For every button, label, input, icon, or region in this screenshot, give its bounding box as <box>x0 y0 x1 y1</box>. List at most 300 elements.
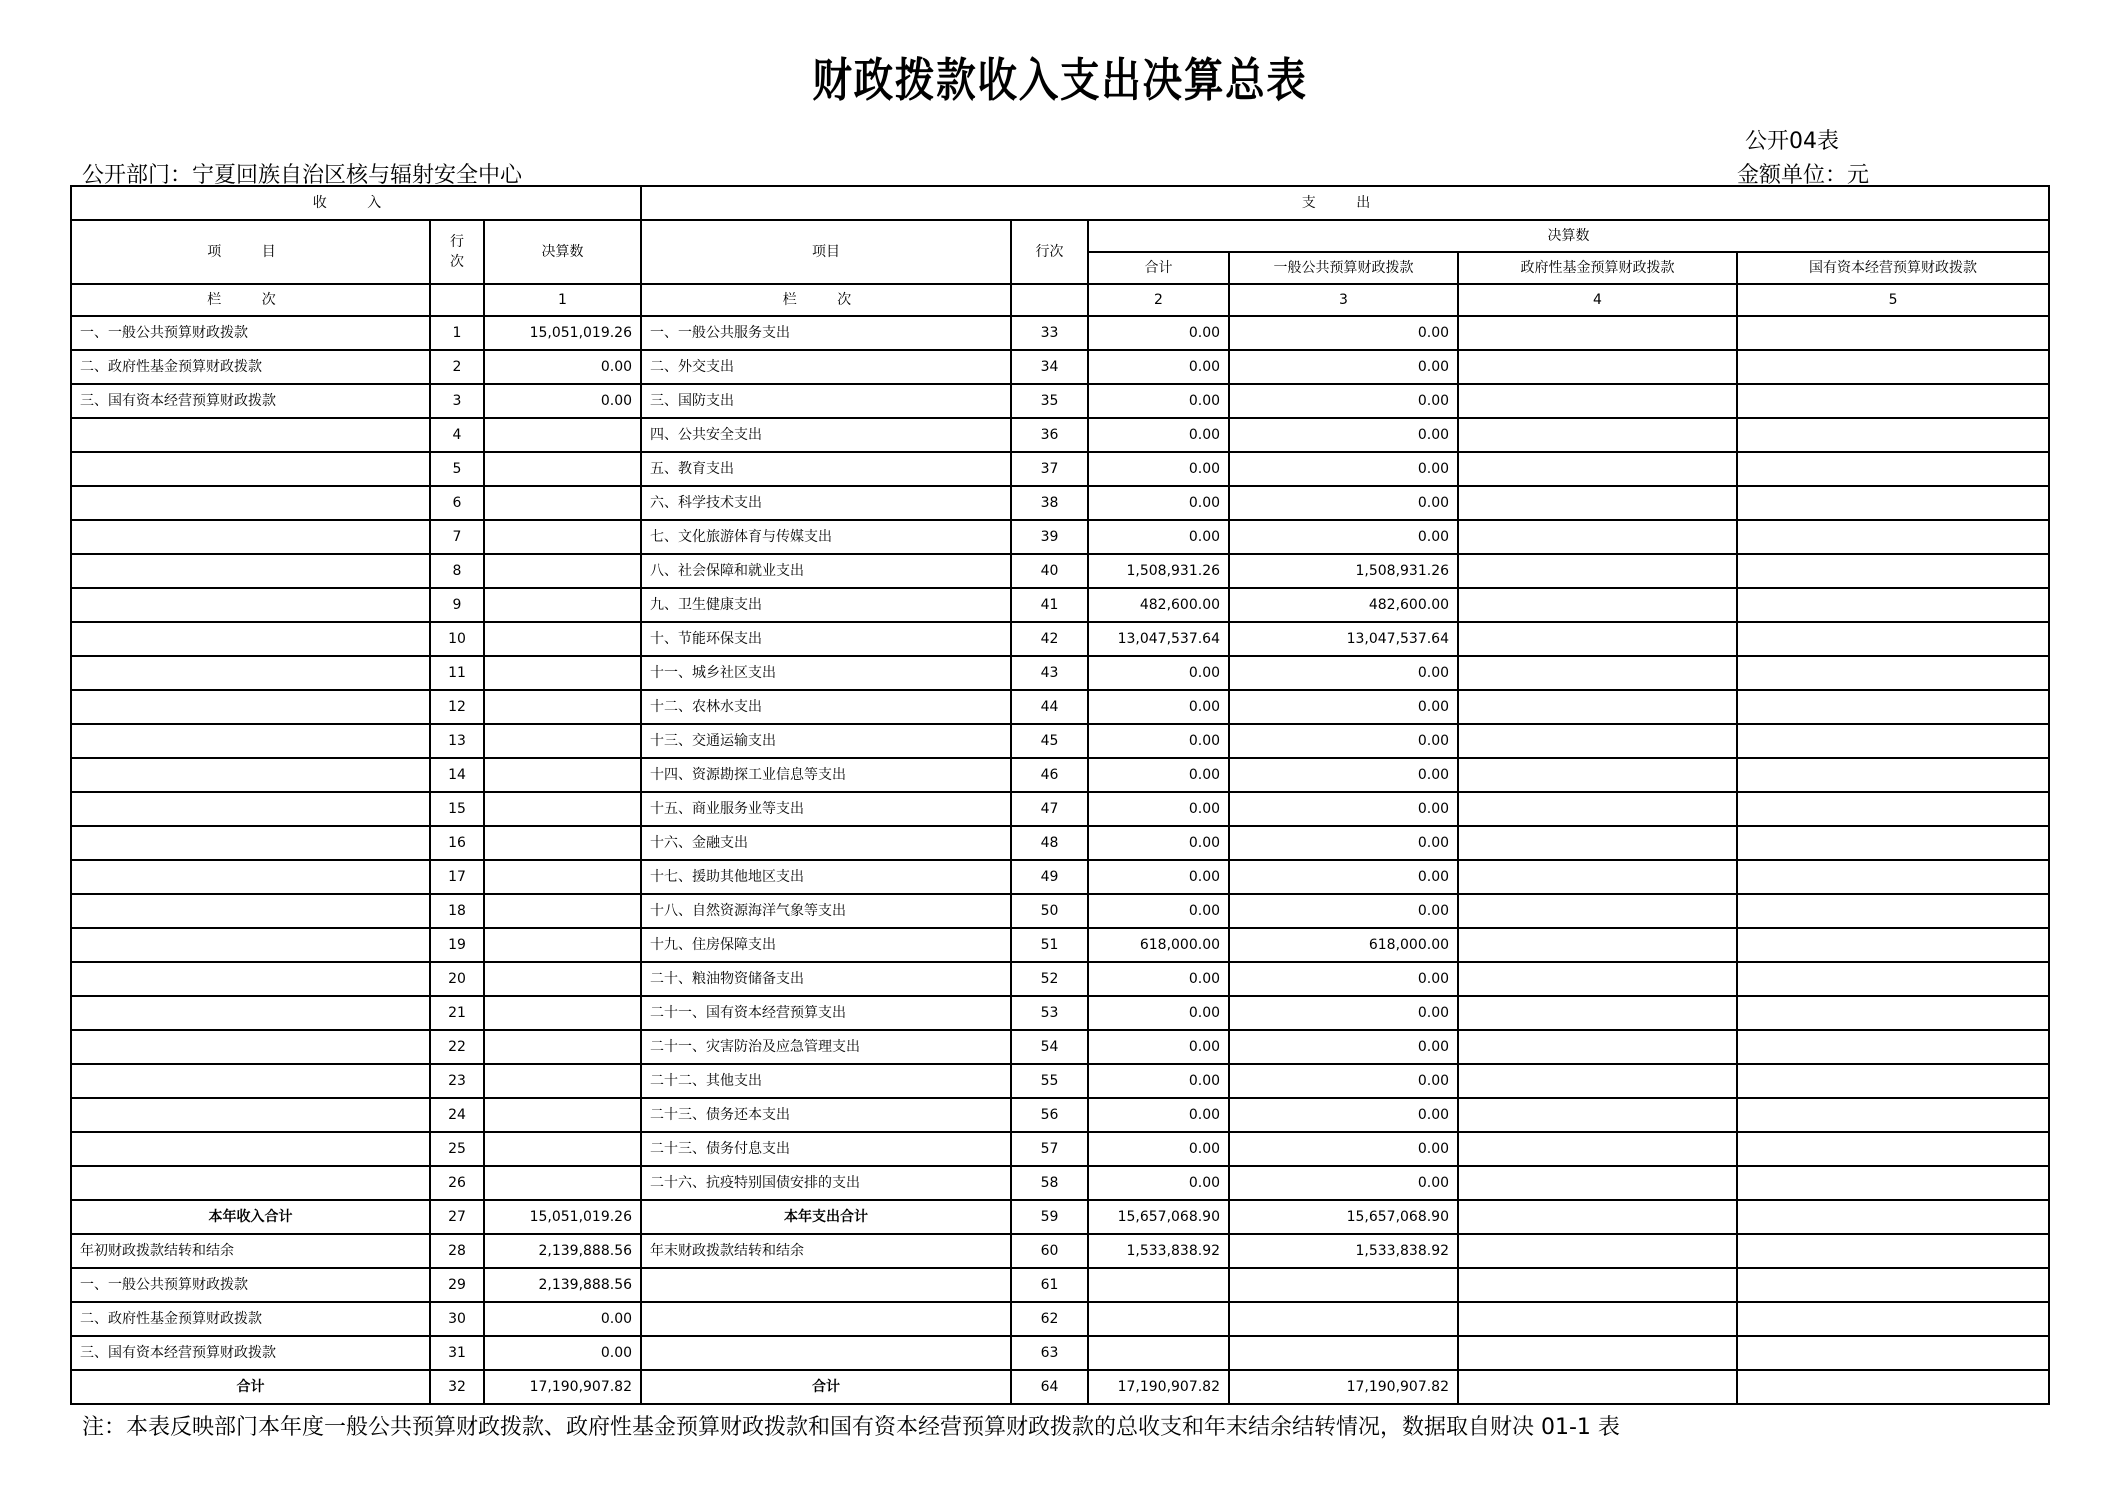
expense-total-cell: 0.00 <box>1088 418 1229 452</box>
table-row <box>71 1098 2049 1132</box>
table-row <box>71 1132 2049 1166</box>
expense-gov-fund-cell <box>1458 1302 1737 1336</box>
table-row <box>71 350 2049 384</box>
income-item-cell <box>71 656 430 690</box>
expense-gov-fund-cell <box>1458 622 1737 656</box>
income-line-cell: 27 <box>430 1200 484 1234</box>
expense-line-cell: 51 <box>1011 928 1088 962</box>
expense-total-cell: 0.00 <box>1088 894 1229 928</box>
expense-general-cell: 0.00 <box>1229 1098 1458 1132</box>
income-amount-cell <box>484 1132 641 1166</box>
expense-item-cell <box>641 1268 1011 1302</box>
expense-gov-fund-cell <box>1458 724 1737 758</box>
expense-total-cell: 0.00 <box>1088 1098 1229 1132</box>
expense-state-capital-cell <box>1737 520 2049 554</box>
expense-line-header: 行次 <box>1011 220 1088 284</box>
expense-gov-fund-cell <box>1458 520 1737 554</box>
table-row <box>71 758 2049 792</box>
expense-state-capital-cell <box>1737 690 2049 724</box>
income-amount-cell: 15,051,019.26 <box>484 1200 641 1234</box>
expense-state-capital-cell <box>1737 554 2049 588</box>
income-amount-cell <box>484 418 641 452</box>
expense-line-cell: 58 <box>1011 1166 1088 1200</box>
income-item-cell <box>71 1166 430 1200</box>
income-line-cell: 3 <box>430 384 484 418</box>
expense-item-cell: 四、公共安全支出 <box>641 418 1011 452</box>
expense-line-cell: 39 <box>1011 520 1088 554</box>
income-line-cell: 14 <box>430 758 484 792</box>
expense-line-cell: 46 <box>1011 758 1088 792</box>
table-row <box>71 928 2049 962</box>
expense-general-cell: 618,000.00 <box>1229 928 1458 962</box>
expense-general-cell: 0.00 <box>1229 962 1458 996</box>
expense-item-cell: 二十三、债务还本支出 <box>641 1098 1011 1132</box>
expense-line-cell: 45 <box>1011 724 1088 758</box>
expense-state-capital-cell <box>1737 928 2049 962</box>
expense-total-cell: 0.00 <box>1088 520 1229 554</box>
income-line-cell: 24 <box>430 1098 484 1132</box>
income-line-cell: 2 <box>430 350 484 384</box>
expense-gov-fund-cell <box>1458 826 1737 860</box>
expense-line-cell: 60 <box>1011 1234 1088 1268</box>
table-row <box>71 520 2049 554</box>
expense-item-cell: 本年支出合计 <box>641 1200 1011 1234</box>
expense-item-cell: 十四、资源勘探工业信息等支出 <box>641 758 1011 792</box>
expense-line-cell: 55 <box>1011 1064 1088 1098</box>
expense-total-cell: 15,657,068.90 <box>1088 1200 1229 1234</box>
income-item-cell: 本年收入合计 <box>71 1200 430 1234</box>
expense-line-cell: 63 <box>1011 1336 1088 1370</box>
expense-line-cell: 50 <box>1011 894 1088 928</box>
income-line-cell: 28 <box>430 1234 484 1268</box>
expense-gov-fund-cell <box>1458 418 1737 452</box>
income-item-cell <box>71 724 430 758</box>
expense-total-cell: 13,047,537.64 <box>1088 622 1229 656</box>
expense-line-cell: 34 <box>1011 350 1088 384</box>
expense-item-cell: 二十、粮油物资储备支出 <box>641 962 1011 996</box>
table-row <box>71 418 2049 452</box>
table-row <box>71 1166 2049 1200</box>
expense-total-cell: 0.00 <box>1088 350 1229 384</box>
income-line-cell: 18 <box>430 894 484 928</box>
income-line-cell: 13 <box>430 724 484 758</box>
income-amount-cell <box>484 826 641 860</box>
income-item-cell <box>71 792 430 826</box>
expense-gov-fund-cell <box>1458 962 1737 996</box>
income-amount-cell <box>484 520 641 554</box>
table-row <box>71 1234 2049 1268</box>
income-column-index-label: 栏 次 <box>71 284 430 316</box>
expense-line-cell: 42 <box>1011 622 1088 656</box>
income-item-cell: 年初财政拨款结转和结余 <box>71 1234 430 1268</box>
expense-state-capital-cell <box>1737 418 2049 452</box>
expense-total-cell: 0.00 <box>1088 690 1229 724</box>
income-amount-cell: 2,139,888.56 <box>484 1234 641 1268</box>
expense-general-cell: 0.00 <box>1229 792 1458 826</box>
expense-gov-fund-cell <box>1458 1336 1737 1370</box>
table-row <box>71 996 2049 1030</box>
expense-general-cell: 0.00 <box>1229 894 1458 928</box>
expense-total-cell: 0.00 <box>1088 486 1229 520</box>
income-item-cell <box>71 452 430 486</box>
expense-line-cell: 48 <box>1011 826 1088 860</box>
expense-state-capital-cell <box>1737 452 2049 486</box>
expense-gov-fund-cell <box>1458 1132 1737 1166</box>
expense-total-cell: 17,190,907.82 <box>1088 1370 1229 1404</box>
income-amount-cell <box>484 996 641 1030</box>
expense-general-cell: 17,190,907.82 <box>1229 1370 1458 1404</box>
expense-state-capital-cell <box>1737 656 2049 690</box>
income-amount-cell <box>484 1166 641 1200</box>
expense-line-cell: 52 <box>1011 962 1088 996</box>
income-amount-cell: 0.00 <box>484 1336 641 1370</box>
expense-total-cell: 0.00 <box>1088 962 1229 996</box>
expense-total-cell: 0.00 <box>1088 452 1229 486</box>
income-amount-cell <box>484 656 641 690</box>
income-line-cell: 31 <box>430 1336 484 1370</box>
income-amount-cell <box>484 758 641 792</box>
expense-general-cell: 1,508,931.26 <box>1229 554 1458 588</box>
income-amount-cell <box>484 894 641 928</box>
expense-state-capital-cell <box>1737 384 2049 418</box>
expense-line-cell: 57 <box>1011 1132 1088 1166</box>
expense-gov-fund-cell <box>1458 928 1737 962</box>
table-row <box>71 622 2049 656</box>
expense-state-capital-cell <box>1737 996 2049 1030</box>
expense-total-cell: 0.00 <box>1088 724 1229 758</box>
income-item-cell <box>71 894 430 928</box>
expense-state-capital-cell <box>1737 860 2049 894</box>
expense-item-cell: 十九、住房保障支出 <box>641 928 1011 962</box>
expense-item-cell: 十一、城乡社区支出 <box>641 656 1011 690</box>
expense-line-cell: 54 <box>1011 1030 1088 1064</box>
col-index-2: 2 <box>1088 284 1229 316</box>
income-item-header: 项 目 <box>71 220 430 284</box>
expense-state-capital-cell <box>1737 1268 2049 1302</box>
expense-general-cell: 0.00 <box>1229 520 1458 554</box>
expense-gov-fund-cell <box>1458 1200 1737 1234</box>
expense-general-cell: 13,047,537.64 <box>1229 622 1458 656</box>
income-item-cell <box>71 1098 430 1132</box>
expense-state-capital-cell <box>1737 1132 2049 1166</box>
income-amount-cell <box>484 860 641 894</box>
expense-state-capital-cell <box>1737 1234 2049 1268</box>
expense-state-capital-cell <box>1737 588 2049 622</box>
expense-item-cell: 十二、农林水支出 <box>641 690 1011 724</box>
expense-line-cell: 47 <box>1011 792 1088 826</box>
expense-general-cell: 0.00 <box>1229 724 1458 758</box>
expense-state-capital-cell <box>1737 1098 2049 1132</box>
income-line-cell: 5 <box>430 452 484 486</box>
table-row <box>71 1200 2049 1234</box>
income-item-cell <box>71 1132 430 1166</box>
income-amount-cell: 0.00 <box>484 350 641 384</box>
income-line-cell: 29 <box>430 1268 484 1302</box>
expense-line-cell: 56 <box>1011 1098 1088 1132</box>
income-line-cell: 8 <box>430 554 484 588</box>
income-line-cell: 23 <box>430 1064 484 1098</box>
expense-gov-fund-cell <box>1458 894 1737 928</box>
income-amount-cell: 15,051,019.26 <box>484 316 641 350</box>
form-number: 公开04表 <box>1745 129 1839 154</box>
income-amount-cell <box>484 486 641 520</box>
fiscal-summary-table <box>70 185 2050 1405</box>
expense-item-cell: 十五、商业服务业等支出 <box>641 792 1011 826</box>
income-item-cell: 二、政府性基金预算财政拨款 <box>71 1302 430 1336</box>
income-item-cell <box>71 996 430 1030</box>
income-line-cell: 4 <box>430 418 484 452</box>
income-amount-cell <box>484 588 641 622</box>
income-item-cell <box>71 554 430 588</box>
expense-state-capital-cell <box>1737 826 2049 860</box>
expense-general-cell <box>1229 1268 1458 1302</box>
income-line-cell: 6 <box>430 486 484 520</box>
income-amount-cell <box>484 554 641 588</box>
income-item-cell <box>71 418 430 452</box>
expense-gov-fund-cell <box>1458 792 1737 826</box>
table-row <box>71 1302 2049 1336</box>
income-amount-cell: 0.00 <box>484 384 641 418</box>
expense-item-cell: 十、节能环保支出 <box>641 622 1011 656</box>
expense-total-cell: 0.00 <box>1088 860 1229 894</box>
expense-item-cell: 合计 <box>641 1370 1011 1404</box>
expense-line-cell: 53 <box>1011 996 1088 1030</box>
income-amount-cell: 0.00 <box>484 1302 641 1336</box>
expense-item-cell: 一、一般公共服务支出 <box>641 316 1011 350</box>
income-item-cell: 合计 <box>71 1370 430 1404</box>
income-line-cell: 30 <box>430 1302 484 1336</box>
expense-state-capital-cell <box>1737 1336 2049 1370</box>
income-item-cell: 一、一般公共预算财政拨款 <box>71 1268 430 1302</box>
expense-state-capital-cell <box>1737 894 2049 928</box>
expense-total-cell: 0.00 <box>1088 826 1229 860</box>
expense-total-cell: 1,533,838.92 <box>1088 1234 1229 1268</box>
expense-general-cell: 482,600.00 <box>1229 588 1458 622</box>
expense-state-capital-cell <box>1737 962 2049 996</box>
expense-state-capital-cell <box>1737 758 2049 792</box>
expense-total-cell: 618,000.00 <box>1088 928 1229 962</box>
expense-item-cell: 九、卫生健康支出 <box>641 588 1011 622</box>
income-line-index <box>430 284 484 316</box>
expense-total-cell: 0.00 <box>1088 1030 1229 1064</box>
col-index-3: 3 <box>1229 284 1458 316</box>
income-item-cell <box>71 486 430 520</box>
expense-total-cell: 0.00 <box>1088 316 1229 350</box>
expense-general-cell: 0.00 <box>1229 316 1458 350</box>
income-line-cell: 26 <box>430 1166 484 1200</box>
table-row <box>71 384 2049 418</box>
income-item-cell: 二、政府性基金预算财政拨款 <box>71 350 430 384</box>
income-item-cell <box>71 690 430 724</box>
table-row <box>71 792 2049 826</box>
expense-item-cell: 三、国防支出 <box>641 384 1011 418</box>
expense-total-cell: 0.00 <box>1088 384 1229 418</box>
income-amount-cell <box>484 928 641 962</box>
expense-item-cell: 十七、援助其他地区支出 <box>641 860 1011 894</box>
expense-item-cell: 十六、金融支出 <box>641 826 1011 860</box>
expense-line-cell: 43 <box>1011 656 1088 690</box>
col-index-5: 5 <box>1737 284 2049 316</box>
expense-total-cell: 0.00 <box>1088 1166 1229 1200</box>
expense-item-cell: 二十六、抗疫特别国债安排的支出 <box>641 1166 1011 1200</box>
table-row <box>71 894 2049 928</box>
page-title: 财政拨款收入支出决算总表 <box>812 53 1308 107</box>
income-amount-cell <box>484 792 641 826</box>
col-index-4: 4 <box>1458 284 1737 316</box>
income-item-cell: 三、国有资本经营预算财政拨款 <box>71 1336 430 1370</box>
expense-state-capital-cell <box>1737 1030 2049 1064</box>
expense-gov-fund-cell <box>1458 316 1737 350</box>
expense-gov-fund-cell <box>1458 758 1737 792</box>
expense-general-cell: 0.00 <box>1229 418 1458 452</box>
expense-line-cell: 49 <box>1011 860 1088 894</box>
table-row <box>71 452 2049 486</box>
expense-gov-fund-cell <box>1458 1064 1737 1098</box>
footnote: 注：本表反映部门本年度一般公共预算财政拨款、政府性基金预算财政拨款和国有资本经营预算财政拨款的总收支和年末结余结转情况，数据取自财决 01-1 表 <box>82 1415 1620 1440</box>
income-item-cell <box>71 758 430 792</box>
expense-line-cell: 40 <box>1011 554 1088 588</box>
col-gov-fund-header: 政府性基金预算财政拨款 <box>1458 252 1737 284</box>
expense-state-capital-cell <box>1737 622 2049 656</box>
income-line-cell: 20 <box>430 962 484 996</box>
income-line-header: 行次 <box>430 220 484 284</box>
expense-line-cell: 59 <box>1011 1200 1088 1234</box>
income-amount-cell <box>484 1098 641 1132</box>
expense-general-cell: 0.00 <box>1229 656 1458 690</box>
expense-general-cell: 0.00 <box>1229 384 1458 418</box>
expense-general-cell: 0.00 <box>1229 486 1458 520</box>
income-line-cell: 32 <box>430 1370 484 1404</box>
unit-label: 金额单位：元 <box>1737 163 1870 188</box>
table-row <box>71 724 2049 758</box>
expense-general-cell: 0.00 <box>1229 452 1458 486</box>
expense-general-cell: 0.00 <box>1229 1132 1458 1166</box>
expense-gov-fund-cell <box>1458 860 1737 894</box>
income-amount-cell <box>484 1064 641 1098</box>
expense-gov-fund-cell <box>1458 656 1737 690</box>
expense-state-capital-cell <box>1737 1302 2049 1336</box>
expense-section-header: 支 出 <box>641 186 2049 220</box>
income-section-header: 收 入 <box>71 186 641 220</box>
expense-state-capital-cell <box>1737 792 2049 826</box>
income-amount-cell <box>484 622 641 656</box>
expense-line-cell: 64 <box>1011 1370 1088 1404</box>
expense-gov-fund-cell <box>1458 588 1737 622</box>
expense-gov-fund-cell <box>1458 486 1737 520</box>
expense-line-cell: 37 <box>1011 452 1088 486</box>
expense-total-cell: 482,600.00 <box>1088 588 1229 622</box>
income-amount-header: 决算数 <box>484 220 641 284</box>
expense-gov-fund-cell <box>1458 1030 1737 1064</box>
expense-state-capital-cell <box>1737 1200 2049 1234</box>
expense-total-cell: 0.00 <box>1088 758 1229 792</box>
expense-item-cell: 十八、自然资源海洋气象等支出 <box>641 894 1011 928</box>
expense-state-capital-cell <box>1737 350 2049 384</box>
income-line-cell: 1 <box>430 316 484 350</box>
expense-item-cell: 年末财政拨款结转和结余 <box>641 1234 1011 1268</box>
col-index-1: 1 <box>484 284 641 316</box>
col-total-header: 合计 <box>1088 252 1229 284</box>
income-item-cell <box>71 622 430 656</box>
income-line-cell: 25 <box>430 1132 484 1166</box>
income-item-cell: 三、国有资本经营预算财政拨款 <box>71 384 430 418</box>
income-amount-cell <box>484 1030 641 1064</box>
expense-total-cell: 0.00 <box>1088 1064 1229 1098</box>
expense-total-cell: 1,508,931.26 <box>1088 554 1229 588</box>
table-row <box>71 656 2049 690</box>
expense-line-cell: 62 <box>1011 1302 1088 1336</box>
expense-state-capital-cell <box>1737 486 2049 520</box>
table-row <box>71 554 2049 588</box>
income-item-cell <box>71 860 430 894</box>
income-item-cell <box>71 826 430 860</box>
income-line-cell: 22 <box>430 1030 484 1064</box>
expense-gov-fund-cell <box>1458 1268 1737 1302</box>
expense-general-cell: 0.00 <box>1229 1064 1458 1098</box>
expense-total-cell: 0.00 <box>1088 656 1229 690</box>
income-item-cell: 一、一般公共预算财政拨款 <box>71 316 430 350</box>
expense-general-cell: 15,657,068.90 <box>1229 1200 1458 1234</box>
table-row <box>71 1268 2049 1302</box>
income-line-cell: 12 <box>430 690 484 724</box>
expense-gov-fund-cell <box>1458 1098 1737 1132</box>
income-amount-cell: 2,139,888.56 <box>484 1268 641 1302</box>
expense-general-cell: 0.00 <box>1229 350 1458 384</box>
expense-line-cell: 44 <box>1011 690 1088 724</box>
expense-general-cell: 0.00 <box>1229 826 1458 860</box>
expense-item-cell: 二十二、其他支出 <box>641 1064 1011 1098</box>
income-line-cell: 9 <box>430 588 484 622</box>
income-item-cell <box>71 928 430 962</box>
income-line-cell: 21 <box>430 996 484 1030</box>
table-row <box>71 962 2049 996</box>
expense-general-cell: 0.00 <box>1229 1030 1458 1064</box>
expense-gov-fund-cell <box>1458 1166 1737 1200</box>
expense-general-cell: 1,533,838.92 <box>1229 1234 1458 1268</box>
table-row <box>71 588 2049 622</box>
table-row <box>71 826 2049 860</box>
expense-gov-fund-cell <box>1458 690 1737 724</box>
expense-total-cell: 0.00 <box>1088 996 1229 1030</box>
expense-line-cell: 61 <box>1011 1268 1088 1302</box>
table-row <box>71 1064 2049 1098</box>
expense-gov-fund-cell <box>1458 350 1737 384</box>
expense-line-cell: 41 <box>1011 588 1088 622</box>
expense-item-cell: 二、外交支出 <box>641 350 1011 384</box>
expense-item-cell <box>641 1336 1011 1370</box>
expense-line-cell: 36 <box>1011 418 1088 452</box>
expense-gov-fund-cell <box>1458 1370 1737 1404</box>
table-row <box>71 860 2049 894</box>
expense-item-cell: 五、教育支出 <box>641 452 1011 486</box>
income-item-cell <box>71 1064 430 1098</box>
expense-item-header: 项目 <box>641 220 1011 284</box>
expense-state-capital-cell <box>1737 1370 2049 1404</box>
expense-general-cell <box>1229 1302 1458 1336</box>
income-line-cell: 10 <box>430 622 484 656</box>
income-amount-cell <box>484 452 641 486</box>
expense-gov-fund-cell <box>1458 1234 1737 1268</box>
expense-general-cell: 0.00 <box>1229 860 1458 894</box>
income-amount-cell <box>484 724 641 758</box>
expense-state-capital-cell <box>1737 1064 2049 1098</box>
expense-general-cell: 0.00 <box>1229 690 1458 724</box>
expense-state-capital-cell <box>1737 316 2049 350</box>
expense-item-cell: 七、文化旅游体育与传媒支出 <box>641 520 1011 554</box>
expense-column-index-label: 栏 次 <box>641 284 1011 316</box>
expense-state-capital-cell <box>1737 1166 2049 1200</box>
expense-item-cell: 六、科学技术支出 <box>641 486 1011 520</box>
